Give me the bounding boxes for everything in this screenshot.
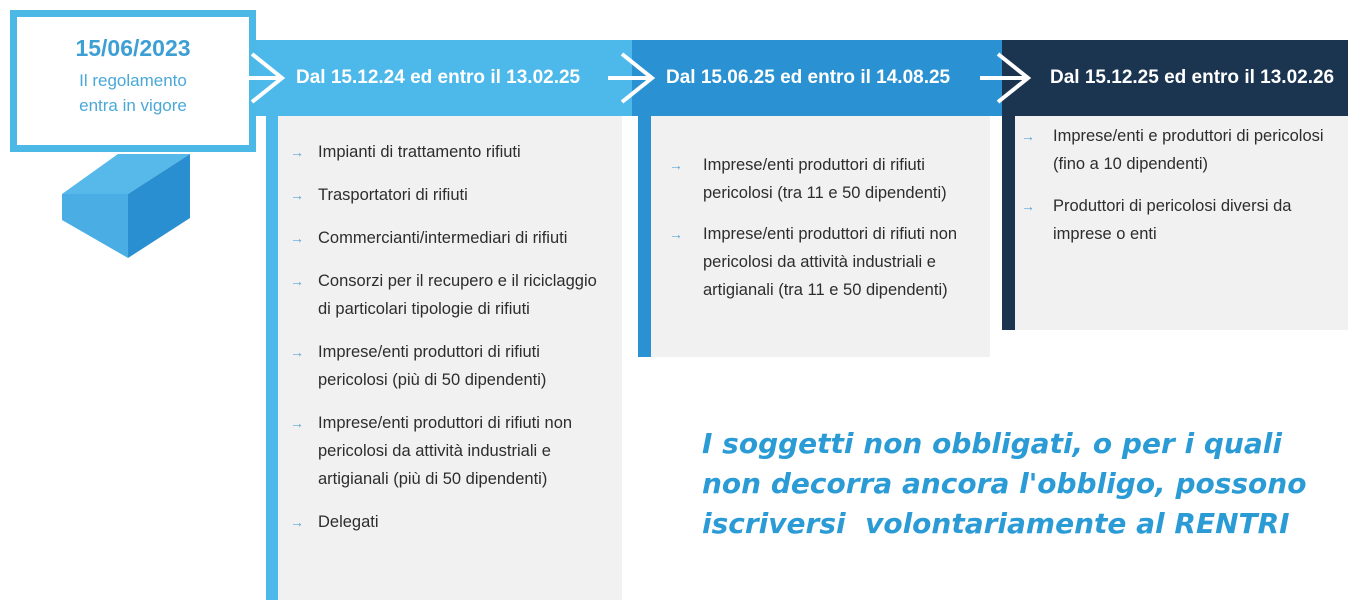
list-item: → Commercianti/intermediari di rifiuti xyxy=(290,224,612,252)
start-text-line-1: Il regolamento xyxy=(79,71,187,90)
logo-icon xyxy=(58,150,198,262)
arrow-bullet-icon: → xyxy=(669,157,683,173)
chevron-arrow-icon xyxy=(978,52,1032,104)
list-item: → Imprese/enti produttori di rifiuti pericolosi (tra 11 e 50 dipendenti) xyxy=(669,151,976,207)
list-item: → Delegati xyxy=(290,508,612,536)
arrow-bullet-icon: → xyxy=(290,230,304,246)
chevron-arrow-icon xyxy=(246,52,290,104)
note-line-3: iscriversi volontariamente al RENTRI xyxy=(702,507,1290,540)
list-item: → Imprese/enti produttori di rifiuti non pericolosi da attività industriali e artigianali (tra 11 e 50 dipendenti) xyxy=(669,220,976,304)
list-item: → Impianti di trattamento rifiuti xyxy=(290,138,612,166)
arrow-bullet-icon: → xyxy=(290,144,304,160)
arrow-bullet-icon: → xyxy=(290,415,304,431)
list-item: → Imprese/enti produttori di rifiuti pericolosi (più di 50 dipendenti) xyxy=(290,338,612,394)
start-date-box xyxy=(10,10,256,152)
list-item: → Produttori di pericolosi diversi da imprese o enti xyxy=(1021,192,1336,248)
list-item: → Imprese/enti e produttori di pericolosi (fino a 10 dipendenti) xyxy=(1021,122,1336,178)
phase-3-list xyxy=(1015,116,1348,248)
chevron-arrow-icon xyxy=(606,52,656,104)
arrow-bullet-icon: → xyxy=(669,226,683,242)
phase-3-header: Dal 15.12.25 ed entro il 13.02.26 xyxy=(1002,40,1348,116)
phase-2-panel xyxy=(638,116,990,357)
phase-2-header: Dal 15.06.25 ed entro il 14.08.25 xyxy=(632,40,1002,116)
list-item: → Consorzi per il recupero e il riciclaggio di particolari tipologie di rifiuti xyxy=(290,267,612,323)
phase-3-panel xyxy=(1002,116,1348,330)
list-item: → Imprese/enti produttori di rifiuti non pericolosi da attività industriali e artigianali (più di 50 dipendenti) xyxy=(290,409,612,493)
arrow-bullet-icon: → xyxy=(290,187,304,203)
arrow-bullet-icon: → xyxy=(1021,128,1035,144)
arrow-bullet-icon: → xyxy=(1021,198,1035,214)
arrow-bullet-icon: → xyxy=(290,514,304,530)
start-description xyxy=(17,68,249,118)
phase-2-list xyxy=(651,116,990,304)
start-date: 15/06/2023 xyxy=(75,35,191,61)
phase-1-panel xyxy=(266,116,622,600)
phase-1-header: Dal 15.12.24 ed entro il 13.02.25 xyxy=(256,40,632,116)
list-item: → Trasportatori di rifiuti xyxy=(290,181,612,209)
start-text-line-2: entra in vigore xyxy=(79,96,187,115)
arrow-bullet-icon: → xyxy=(290,344,304,360)
arrow-bullet-icon: → xyxy=(290,273,304,289)
note-line-2: non decorra ancora l'obbligo, possono xyxy=(702,467,1307,500)
note-line-1: I soggetti non obbligati, o per i quali xyxy=(702,427,1282,460)
voluntary-registration-note xyxy=(702,424,1352,544)
phase-1-list xyxy=(278,116,622,536)
